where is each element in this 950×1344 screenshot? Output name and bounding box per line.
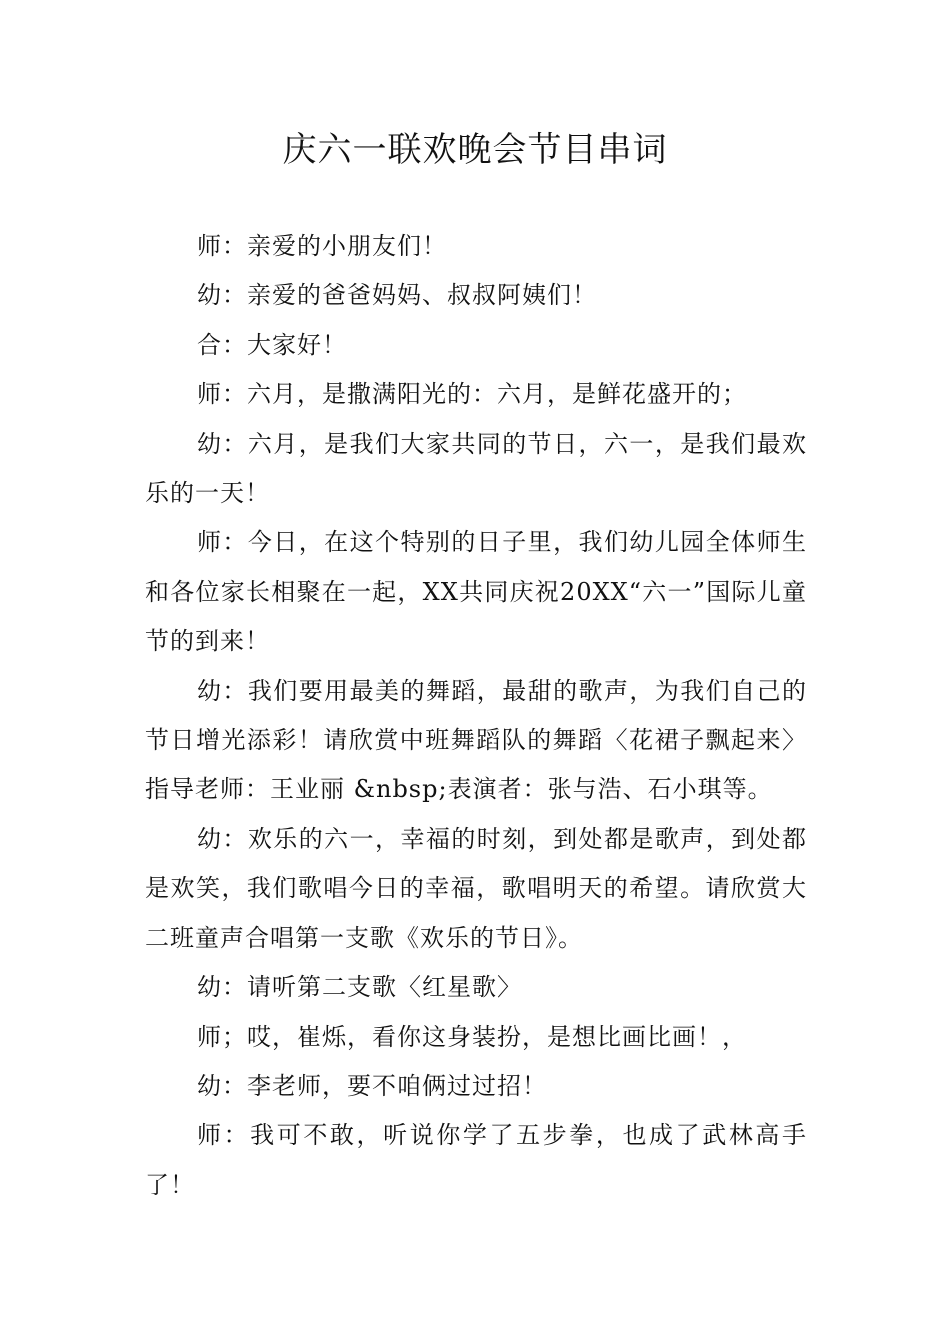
dialogue-paragraph: 师；哎，崔烁，看你这身装扮，是想比画比画！， xyxy=(197,1022,747,1051)
dialogue-paragraph: 合：大家好！ xyxy=(197,330,347,359)
dialogue-paragraph: 师：今日，在这个特别的日子里，我们幼儿园全体师生和各位家长相聚在一起，XX共同庆祝20XX“六一”国际儿童节的到来！ xyxy=(145,528,807,656)
document-title: 庆六一联欢晚会节目串词 xyxy=(282,130,668,170)
dialogue-paragraph: 师：我可不敢，听说你学了五步拳，也成了武林高手了！ xyxy=(145,1121,807,1199)
dialogue-paragraph: 幼：亲爱的爸爸妈妈、叔叔阿姨们！ xyxy=(197,281,597,310)
dialogue-paragraph: 幼：李老师，要不咱俩过过招！ xyxy=(197,1071,547,1100)
dialogue-paragraph: 师：亲爱的小朋友们！ xyxy=(197,232,447,260)
dialogue-paragraph: 幼：欢乐的六一，幸福的时刻，到处都是歌声，到处都是欢笑，我们歌唱今日的幸福，歌唱明天的希望。请欣赏大二班童声合唱第一支歌《欢乐的节日》。 xyxy=(145,824,807,952)
dialogue-paragraph: 幼：六月，是我们大家共同的节日，六一，是我们最欢乐的一天！ xyxy=(145,429,807,508)
dialogue-paragraph: 幼：请听第二支歌〈红星歌〉 xyxy=(197,973,522,1002)
dialogue-paragraph: 师：六月，是撒满阳光的：六月，是鲜花盛开的； xyxy=(197,380,747,409)
dialogue-paragraph: 幼：我们要用最美的舞蹈，最甜的歌声，为我们自己的节日增光添彩！请欣赏中班舞蹈队的舞蹈〈花裙子飘起来〉指导老师：王业丽 &nbsp;表演者：张与浩、石小琪等。 xyxy=(145,676,807,804)
document-body xyxy=(145,222,807,1210)
